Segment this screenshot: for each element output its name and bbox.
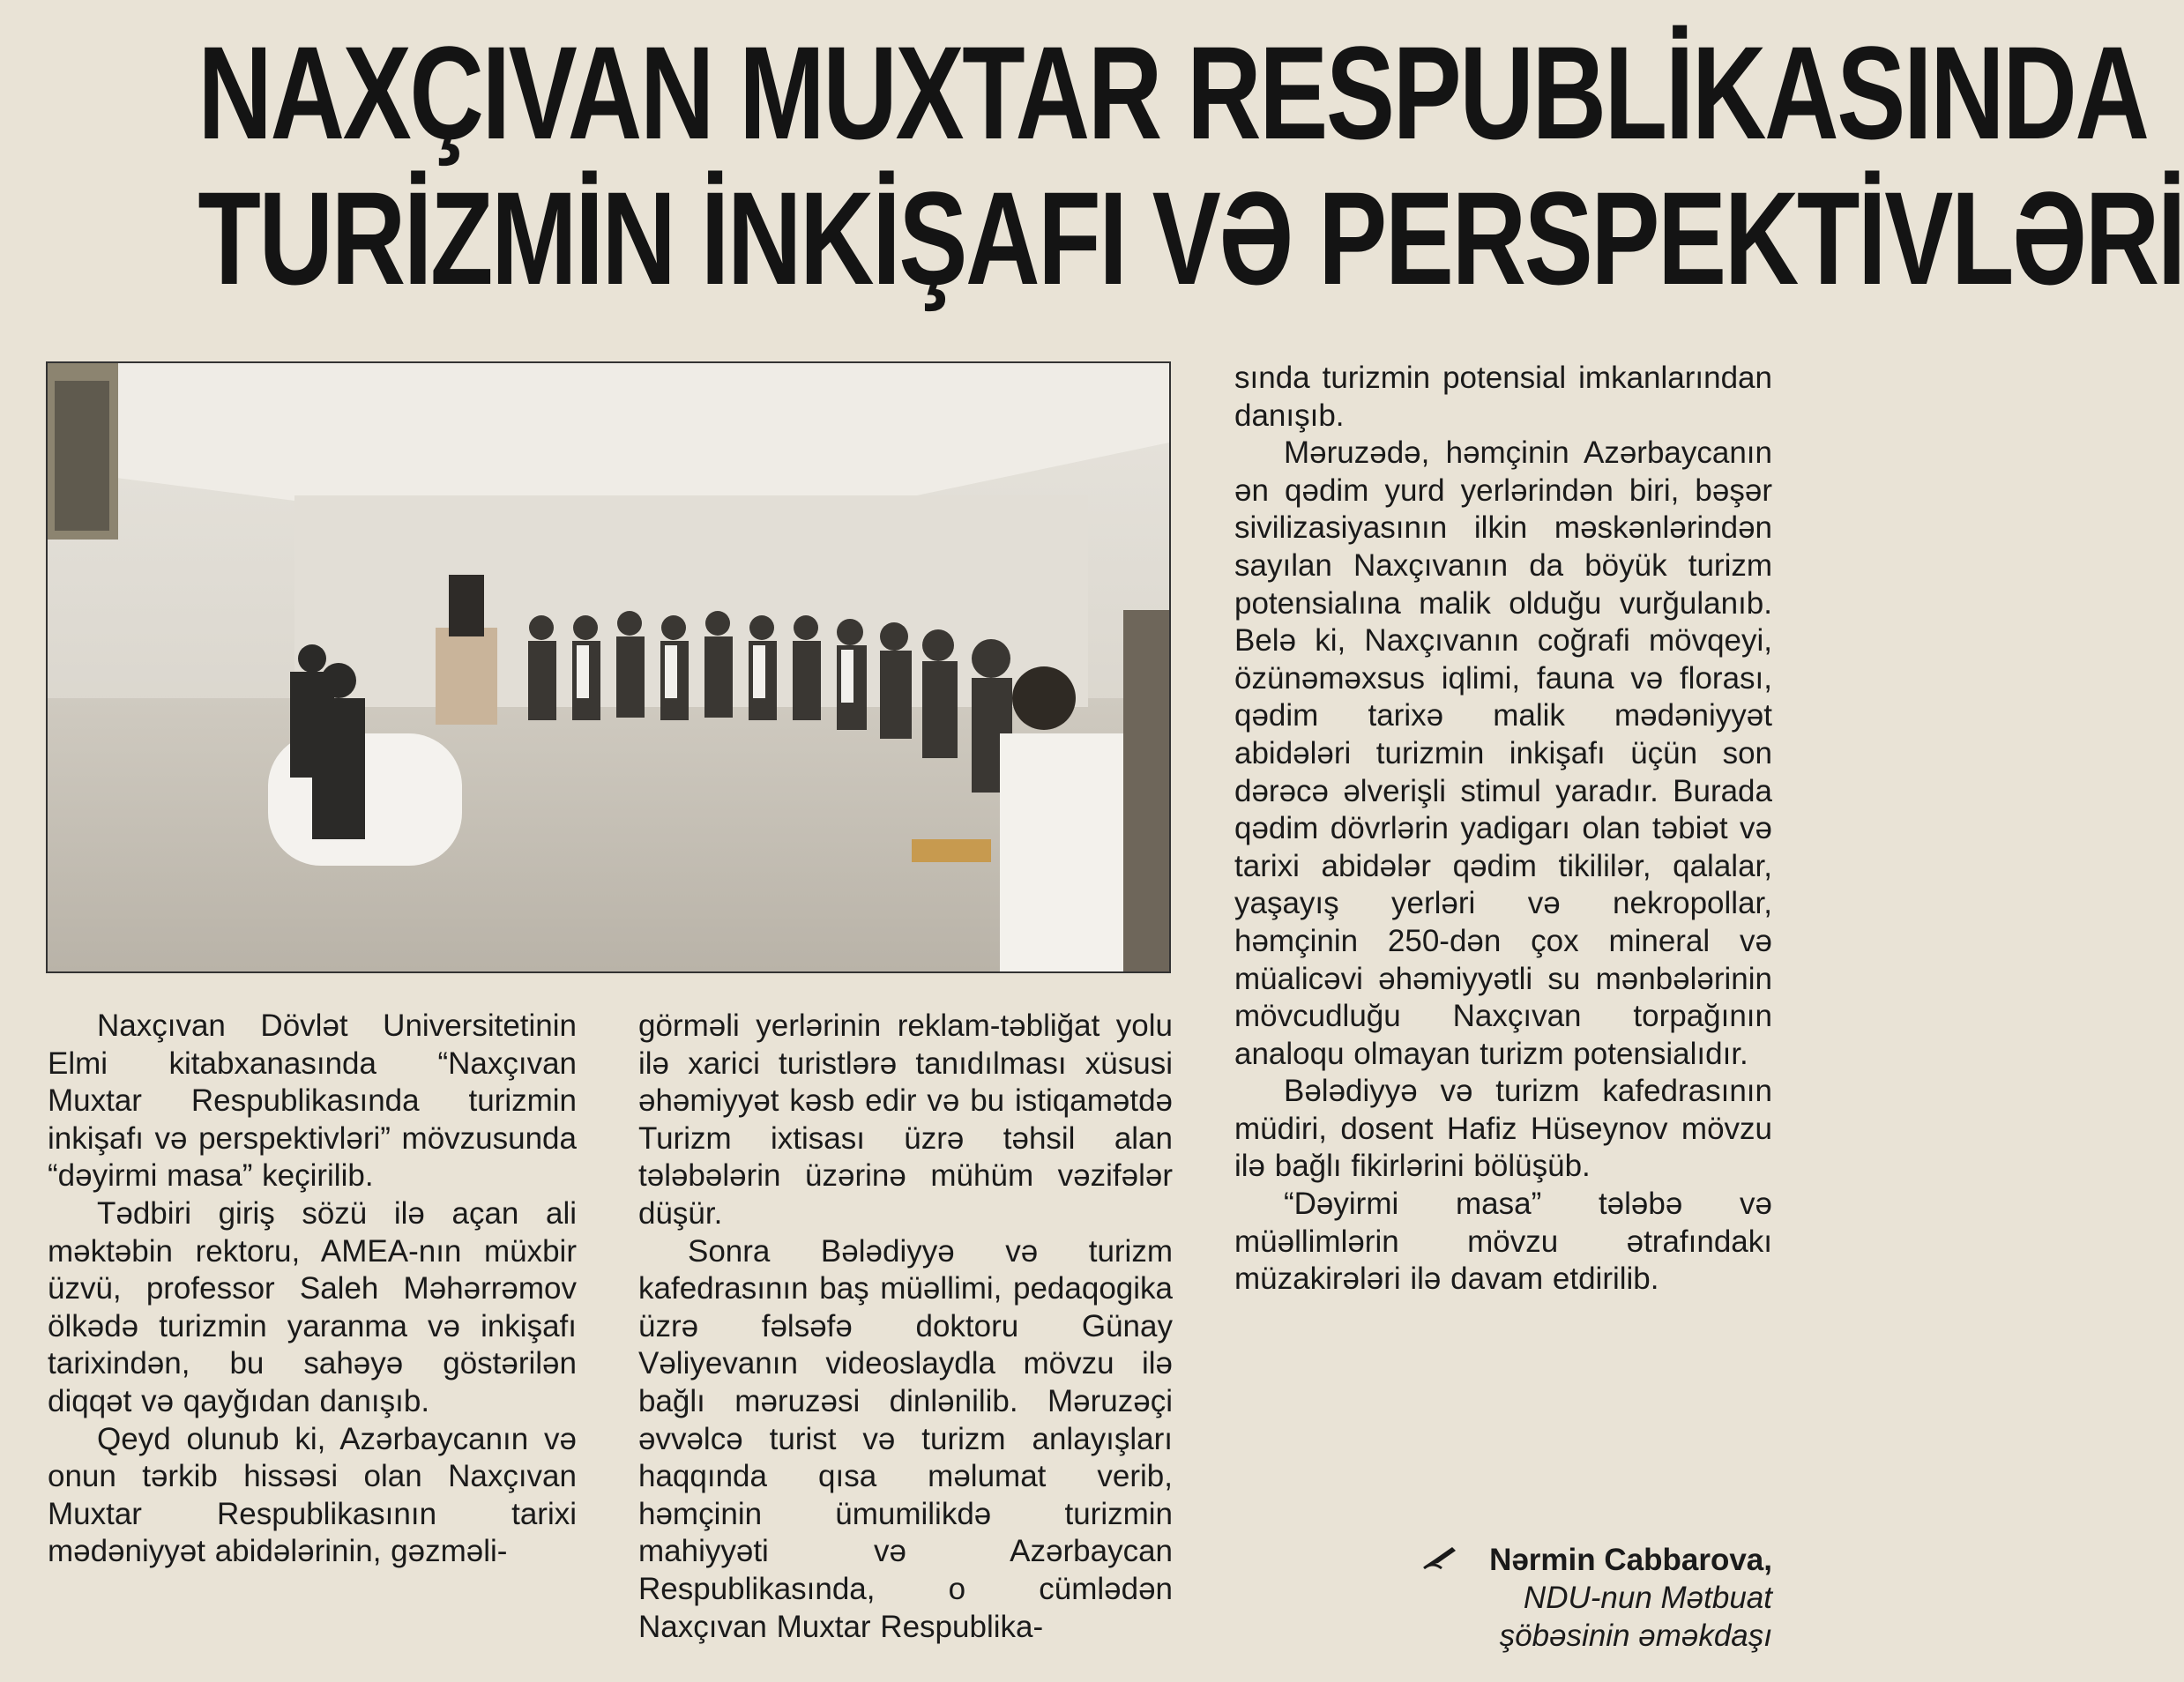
paragraph-continued: sında turizmin potensial imkanlarından danışıb. [1234, 361, 1772, 433]
paragraph: Naxçıvan Dövlət Universitetinin Elmi kitabxanasında “Naxçıvan Muxtar Respublikasında turizmin inkişafı və perspektivləri” mövzusunda “dəyirmi masa” keçirilib. [48, 1008, 577, 1194]
conference-photo-illustration [48, 363, 1169, 971]
author-role-line-2: şöbəsinin əməkdaşı [1499, 1619, 1772, 1653]
conference-photo [46, 361, 1171, 973]
headline-line-2: TURİZMİN İNKİŞAFI VƏ PERSPEKTİVLƏRİ [198, 164, 2184, 312]
article-column-3 [1234, 360, 1772, 1299]
author-signature [1234, 1541, 1772, 1655]
paragraph: “Dəyirmi masa” tələbə və müəllimlərin mövzu ətrafındakı müzakirələri ilə davam etdirilib. [1234, 1187, 1772, 1297]
paragraph: Sonra Bələdiyyə və turizm kafedrasının baş müəllimi, pedaqogika üzrə fəlsəfə doktoru Günay Vəliyevanın videoslaydla mövzu ilə bağlı məruzəsi dinlənilib. Məruzəçi əvvəlcə turist və turizm anlayışları haqqında qısa məlumat verib, həmçinin ümumilikdə turizmin mahiyyəti və Azərbaycan Respublikasında, o cümlədən Naxçıvan Muxtar Respublika- [638, 1233, 1173, 1644]
pen-icon [1422, 1541, 1459, 1579]
paragraph: Bələdiyyə və turizm kafedrasının müdiri, dosent Hafiz Hüseynov mövzu ilə bağlı fikirlərini bölüşüb. [1234, 1074, 1772, 1184]
paragraph: Tədbiri giriş sözü ilə açan ali məktəbin rektoru, AMEA-nın müxbir üzvü, professor Saleh Məhərrəmov ölkədə turizmin yaranma və inkişafı tarixindən, bu sahəyə göstərilən diqqət və qayğıdan danışıb. [48, 1195, 577, 1418]
article-column-2 [638, 1008, 1173, 1646]
author-name: Nərmin Cabbarova, [1489, 1543, 1772, 1577]
paragraph: Məruzədə, həmçinin Azərbaycanın ən qədim yurd yerlərindən biri, bəşər sivilizasiyasının ilkin məskənlərindən sayılan Naxçıvanın da böyük turizm potensialına malik olduğu vurğulanıb. Belə ki, Naxçıvanın coğrafi mövqeyi, özünəməxsus iqlimi, fauna və florası, qədim tarixə malik mədəniyyət abidələri turizmin inkişafı üçün son dərəcə əlverişli stimul yaradır. Burada qədim dövrlərin yadigarı olan təbiət və tarixi abidələr qədim tikililər, qalalar, yaşayış yerləri və nekropollar, həmçinin 250-dən çox mineral və müalicəvi əhəmiyyətli su mənbələrinin mövcudluğu Naxçıvan torpağının analoqu olmayan turizm potensialıdır. [1234, 435, 1772, 1071]
paragraph-continued: görməli yerlərinin reklam-təbliğat yolu ilə xarici turistlərə tanıdılması xüsusi əhəmiyyət kəsb edir və bu istiqamətdə Turizm ixtisası üzrə təhsil alan tələbələrin üzərinə mühüm vəzifələr düşür. [638, 1008, 1173, 1231]
paragraph: Qeyd olunub ki, Azərbaycanın və onun tərkib hissəsi olan Naxçıvan Muxtar Respublikasının tarixi mədəniyyət abidələrinin, gəzməli- [48, 1421, 577, 1569]
headline-line-1: NAXÇIVAN MUXTAR RESPUBLİKASINDA [198, 19, 2148, 167]
article-column-1 [48, 1008, 577, 1571]
author-role-line-1: NDU-nun Mətbuat [1523, 1581, 1772, 1615]
